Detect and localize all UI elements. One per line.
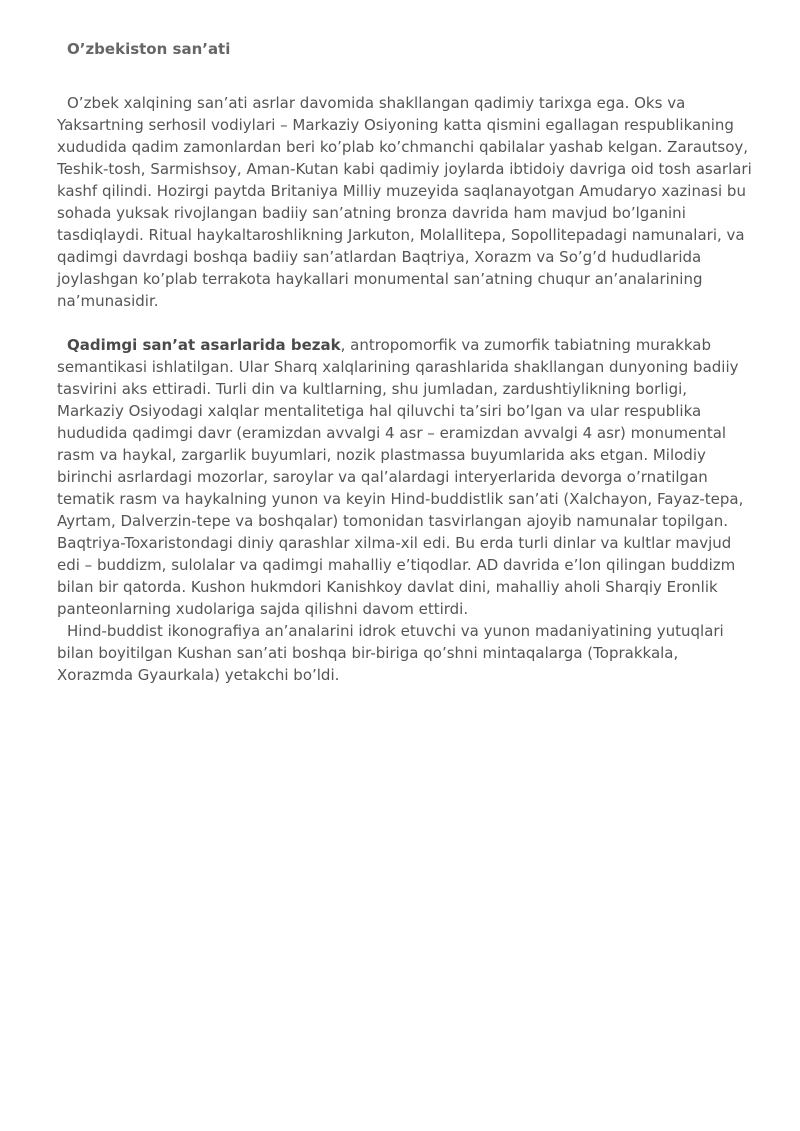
paragraph-body: , antropomorfik va zumorfik tabiatning murakkab semantikasi ishlatilgan. Ular Sharq xalqlarining qarashlarida shakllangan dunyoning badiiy tasvirini aks ettiradi. Turli din va kultlarning, shu jumladan, zardushtiylikning borligi, Markaziy Osiyodagi xalqlar mentalitetiga hal qiluvchi ta’siri bo’lgan va ular respublika hududida qadimgi davr (eramizdan avvalgi 4 asr – eramizdan avvalgi 4 asr) monumental rasm va haykal, zargarlik buyumlari, nozik plastmassa buyumlarida aks etgan. Milodiy birinchi asrlardagi mozorlar, saroylar va qal’alardagi interyerlarida devorga o’rnatilgan tematik rasm va haykalning yunon va keyin Hind-buddistlik san’ati (Xalchayon, Fayaz-tepa, Ayrtam, Dalverzin-tepe va boshqalar) tomonidan tasvirlangan ajoyib namunalar topilgan. Baqtriya-Toxaristondagi diniy qarashlar xilma-xil edi. Bu erda turli dinlar va kultlar mavjud edi – buddizm, sulolalar va qadimgi mahalliy e’tiqodlar. AD davrida e’lon qilingan buddizm bilan bir qatorda. Kushon hukmdori Kanishkoy davlat dini, mahalliy aholi Sharqiy Eronlik panteonlarning xudolariga sajda qilishni davom ettirdi.: [57, 336, 744, 618]
paragraph-ornament: [57, 334, 757, 620]
page-title: O’zbekiston san’ati: [67, 40, 231, 58]
paragraph-kushan: Hind-buddist ikonografiya an’analarini idrok etuvchi va yunon madaniyatining yutuqlari bilan boyitilgan Kushan san’ati boshqa bir-biriga qo’shni mintaqalarga (Toprakkala, Xorazmda Gyaurkala) yetakchi bo’ldi.: [57, 622, 724, 684]
document-body: [57, 38, 757, 686]
paragraph-lead-bold: Qadimgi san’at asarlarida bezak: [67, 336, 341, 354]
paragraph-intro: O’zbek xalqining san’ati asrlar davomida shakllangan qadimiy tarixga ega. Oks va Yaksartning serhosil vodiylari – Markaziy Osiyoning katta qismini egallagan respublikaning xududida qadim zamonlardan beri ko’plab ko’chmanchi qabilalar yashab kelgan. Zarautsoy, Teshik-tosh, Sarmishsoy, Aman-Kutan kabi qadimiy joylarda ibtidoiy davriga oid tosh asarlari kashf qilindi. Hozirgi paytda Britaniya Milliy muzeyida saqlanayotgan Amudaryo xazinasi bu sohada yuksak rivojlangan badiiy san’atning bronza davrida ham mavjud bo’lganini tasdiqlaydi. Ritual haykaltaroshlikning Jarkuton, Molallitepa, Sopollitepadagi namunalari, va qadimgi davrdagi boshqa badiiy san’atlardan Baqtriya, Xorazm va So’g’d hududlarida joylashgan ko’plab terrakota haykallari monumental san’atning chuqur an’analarining na’munasidir.: [57, 94, 752, 310]
